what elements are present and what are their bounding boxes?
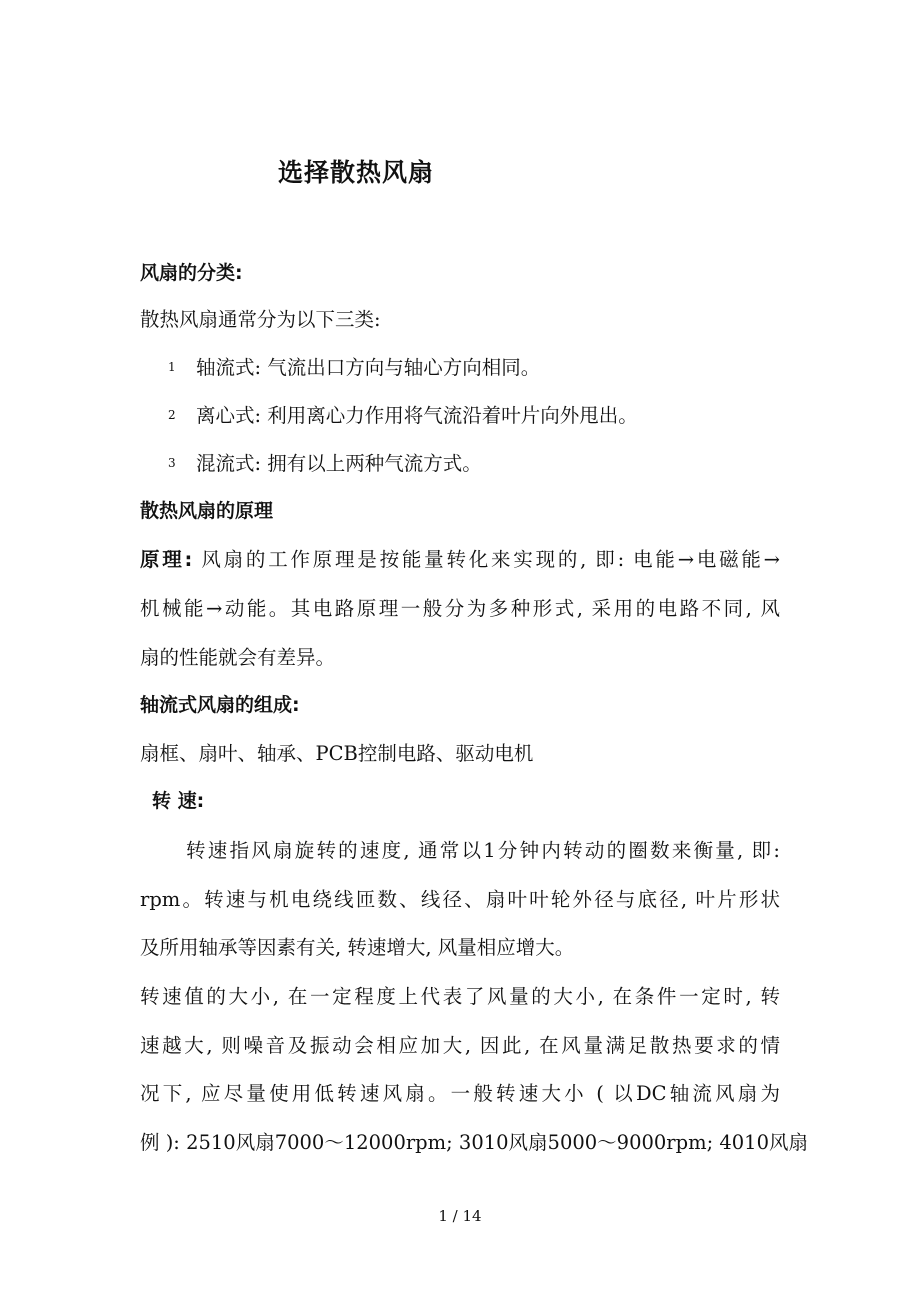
heading-fan-principle: 散热风扇的原理 [140, 500, 274, 522]
principle-line-1 [140, 544, 780, 572]
axial-fan-components: 扇框、扇叶、轴承、PCB控制电路、驱动电机 [140, 742, 534, 765]
list-item-text: 轴流式: 气流出口方向与轴心方向相同。 [196, 356, 541, 379]
principle-label: 原理: [140, 548, 193, 571]
heading-speed: 转 速: [152, 790, 205, 812]
list-item-text: 混流式: 拥有以上两种气流方式。 [196, 452, 482, 475]
page-number: 1 / 14 [438, 1207, 482, 1225]
speed-para1-line-1: 转速指风扇旋转的速度, 通常以1分钟内转动的圈数来衡量, 即: [186, 839, 780, 862]
speed-para2-line-1: 转速值的大小, 在一定程度上代表了风量的大小, 在条件一定时, 转 [140, 985, 780, 1008]
list-item-number: 3 [168, 456, 176, 470]
page-title: 选择散热风扇 [278, 158, 435, 187]
list-item-number: 1 [168, 360, 176, 374]
speed-para1-line-2: rpm。转速与机电绕线匝数、线径、扇叶叶轮外径与底径, 叶片形状 [140, 888, 780, 911]
classification-intro: 散热风扇通常分为以下三类: [140, 308, 381, 331]
list-item-text: 离心式: 利用离心力作用将气流沿着叶片向外甩出。 [196, 404, 638, 427]
speed-para1-line-3: 及所用轴承等因素有关, 转速增大, 风量相应增大。 [140, 936, 575, 959]
principle-line-3: 扇的性能就会有差异。 [140, 646, 336, 669]
speed-para2-line-2: 速越大, 则噪音及振动会相应加大, 因此, 在风量满足散热要求的情 [140, 1034, 780, 1057]
heading-axial-fan-components: 轴流式风扇的组成: [140, 694, 300, 716]
speed-para2-line-4: 例 ): 2510风扇7000～12000rpm; 3010风扇5000～9000rpm; 4010风扇 [140, 1131, 808, 1154]
speed-para2-line-3: 况下, 应尽量使用低转速风扇。一般转速大小 ( 以DC轴流风扇为 [140, 1082, 780, 1105]
heading-fan-classification: 风扇的分类: [140, 262, 243, 284]
principle-text: 风扇的工作原理是按能量转化来实现的, 即: 电能→电磁能→ [192, 548, 780, 571]
principle-line-2: 机械能→动能。其电路原理一般分为多种形式, 采用的电路不同, 风 [140, 597, 780, 620]
list-item-number: 2 [168, 408, 176, 422]
